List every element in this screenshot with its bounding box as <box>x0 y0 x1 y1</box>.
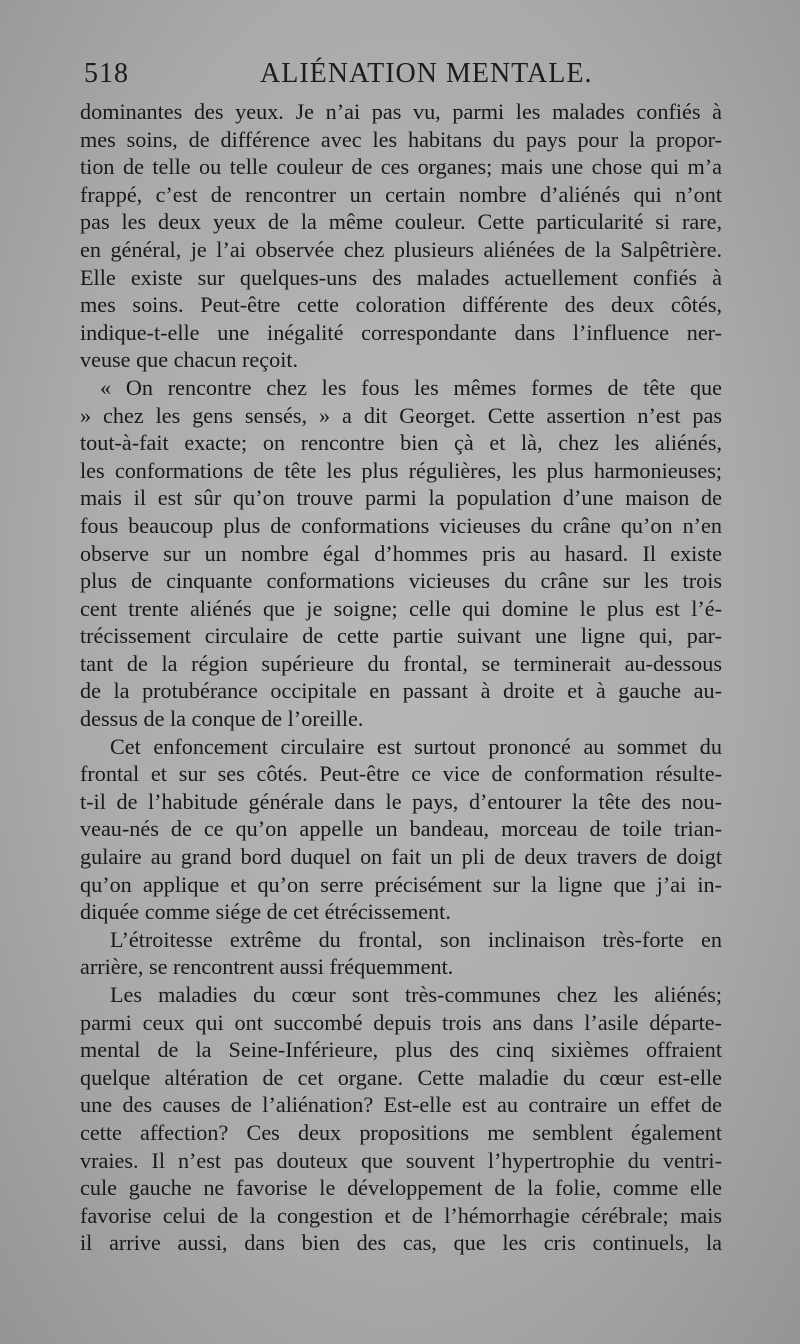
text-line: observe sur un nombre égal d’hommes pris au hasard. Il existe <box>80 540 722 566</box>
text-line: trécissement circulaire de cette partie suivant une ligne qui, par- <box>80 623 722 649</box>
text-line: plus de cinquante conformations vicieuses du crâne sur les trois <box>80 568 722 594</box>
text-line: favorise celui de la congestion et de l’hémorrhagie cérébrale; mais <box>80 1202 722 1228</box>
text-line: fous beaucoup plus de conformations vicieuses du crâne qu’on n’en <box>80 512 722 538</box>
text-line: veau-nés de ce qu’on appelle un bandeau, morceau de toile trian- <box>80 816 722 842</box>
text-line: mes soins. Peut-être cette coloration différente des deux côtés, <box>80 292 722 318</box>
text-line: Les maladies du cœur sont très-communes chez les aliénés; <box>110 982 722 1007</box>
text-line: mental de la Seine-Inférieure, plus des cinq sixièmes offraient <box>80 1037 722 1063</box>
text-line: t-il de l’habitude générale dans le pays, d’entourer la tête des nou- <box>80 788 722 814</box>
body-text <box>80 98 722 1257</box>
text-line: » chez les gens sensés, » a dit Georget. Cette assertion n’est pas <box>80 402 722 428</box>
text-line: une des causes de l’aliénation? Est-elle est au contraire un effet de <box>80 1092 722 1118</box>
running-title: ALIÉNATION MENTALE. <box>260 58 593 89</box>
text-line: tout-à-fait exacte; on rencontre bien çà et là, chez les aliénés, <box>80 430 722 456</box>
text-line: tant de la région supérieure du frontal, se terminerait au-dessous <box>80 650 722 676</box>
text-line: il arrive aussi, dans bien des cas, que les cris continuels, la <box>80 1230 722 1256</box>
text-line: vraies. Il n’est pas douteux que souvent l’hypertrophie du ventri- <box>80 1147 722 1173</box>
text-line: les conformations de tête les plus régulières, les plus harmonieuses; <box>80 457 722 483</box>
text-line: Cet enfoncement circulaire est surtout prononcé au sommet du <box>110 733 722 759</box>
text-line: dominantes des yeux. Je n’ai pas vu, parmi les malades confiés à <box>80 99 722 124</box>
text-line: gulaire au grand bord duquel on fait un pli de deux travers de doigt <box>80 844 722 870</box>
text-line: tion de telle ou telle couleur de ces organes; mais une chose qui m’a <box>80 154 722 180</box>
page-number: 518 <box>84 58 129 89</box>
text-line: Elle existe sur quelques-uns des malades actuellement confiés à <box>80 264 722 290</box>
text-line: parmi ceux qui ont succombé depuis trois ans dans l’asile départe- <box>80 1009 722 1035</box>
text-line: quelque altération de cet organe. Cette maladie du cœur est-elle <box>80 1064 722 1090</box>
text-line: cette affection? Ces deux propositions me semblent également <box>80 1119 722 1145</box>
text-line: mais il est sûr qu’on trouve parmi la population d’une maison de <box>80 485 722 511</box>
text-line: cule gauche ne favorise le développement de la folie, comme elle <box>80 1175 722 1201</box>
text-line: L’étroitesse extrême du frontal, son inclinaison très-forte en <box>110 926 722 952</box>
text-line: frappé, c’est de rencontrer un certain nombre d’aliénés qui n’ont <box>80 181 722 207</box>
text-line: arrière, se rencontrent aussi fréquemment. <box>80 954 454 980</box>
text-line: mes soins, de différence avec les habitans du pays pour la propor- <box>80 126 722 152</box>
text-line: cent trente aliénés que je soigne; celle qui domine le plus est l’é- <box>80 595 722 621</box>
text-line: de la protubérance occipitale en passant à droite et à gauche au- <box>80 678 722 704</box>
text-line: qu’on applique et qu’on serre précisément sur la ligne que j’ai in- <box>80 871 722 897</box>
text-line: en général, je l’ai observée chez plusieurs aliénées de la Salpêtrière. <box>80 236 722 262</box>
text-line: « On rencontre chez les fous les mêmes formes de tête que <box>100 374 722 400</box>
text-line: indique-t-elle une inégalité correspondante dans l’influence ner- <box>80 319 722 345</box>
text-line: frontal et sur ses côtés. Peut-être ce vice de conformation résulte- <box>80 761 722 787</box>
page-header <box>84 58 724 98</box>
text-line: diquée comme siége de cet étrécissement. <box>80 899 451 925</box>
text-line: veuse que chacun reçoit. <box>80 347 299 373</box>
text-line: dessus de la conque de l’oreille. <box>80 706 364 732</box>
text-line: pas les deux yeux de la même couleur. Cette particularité si rare, <box>80 209 722 235</box>
